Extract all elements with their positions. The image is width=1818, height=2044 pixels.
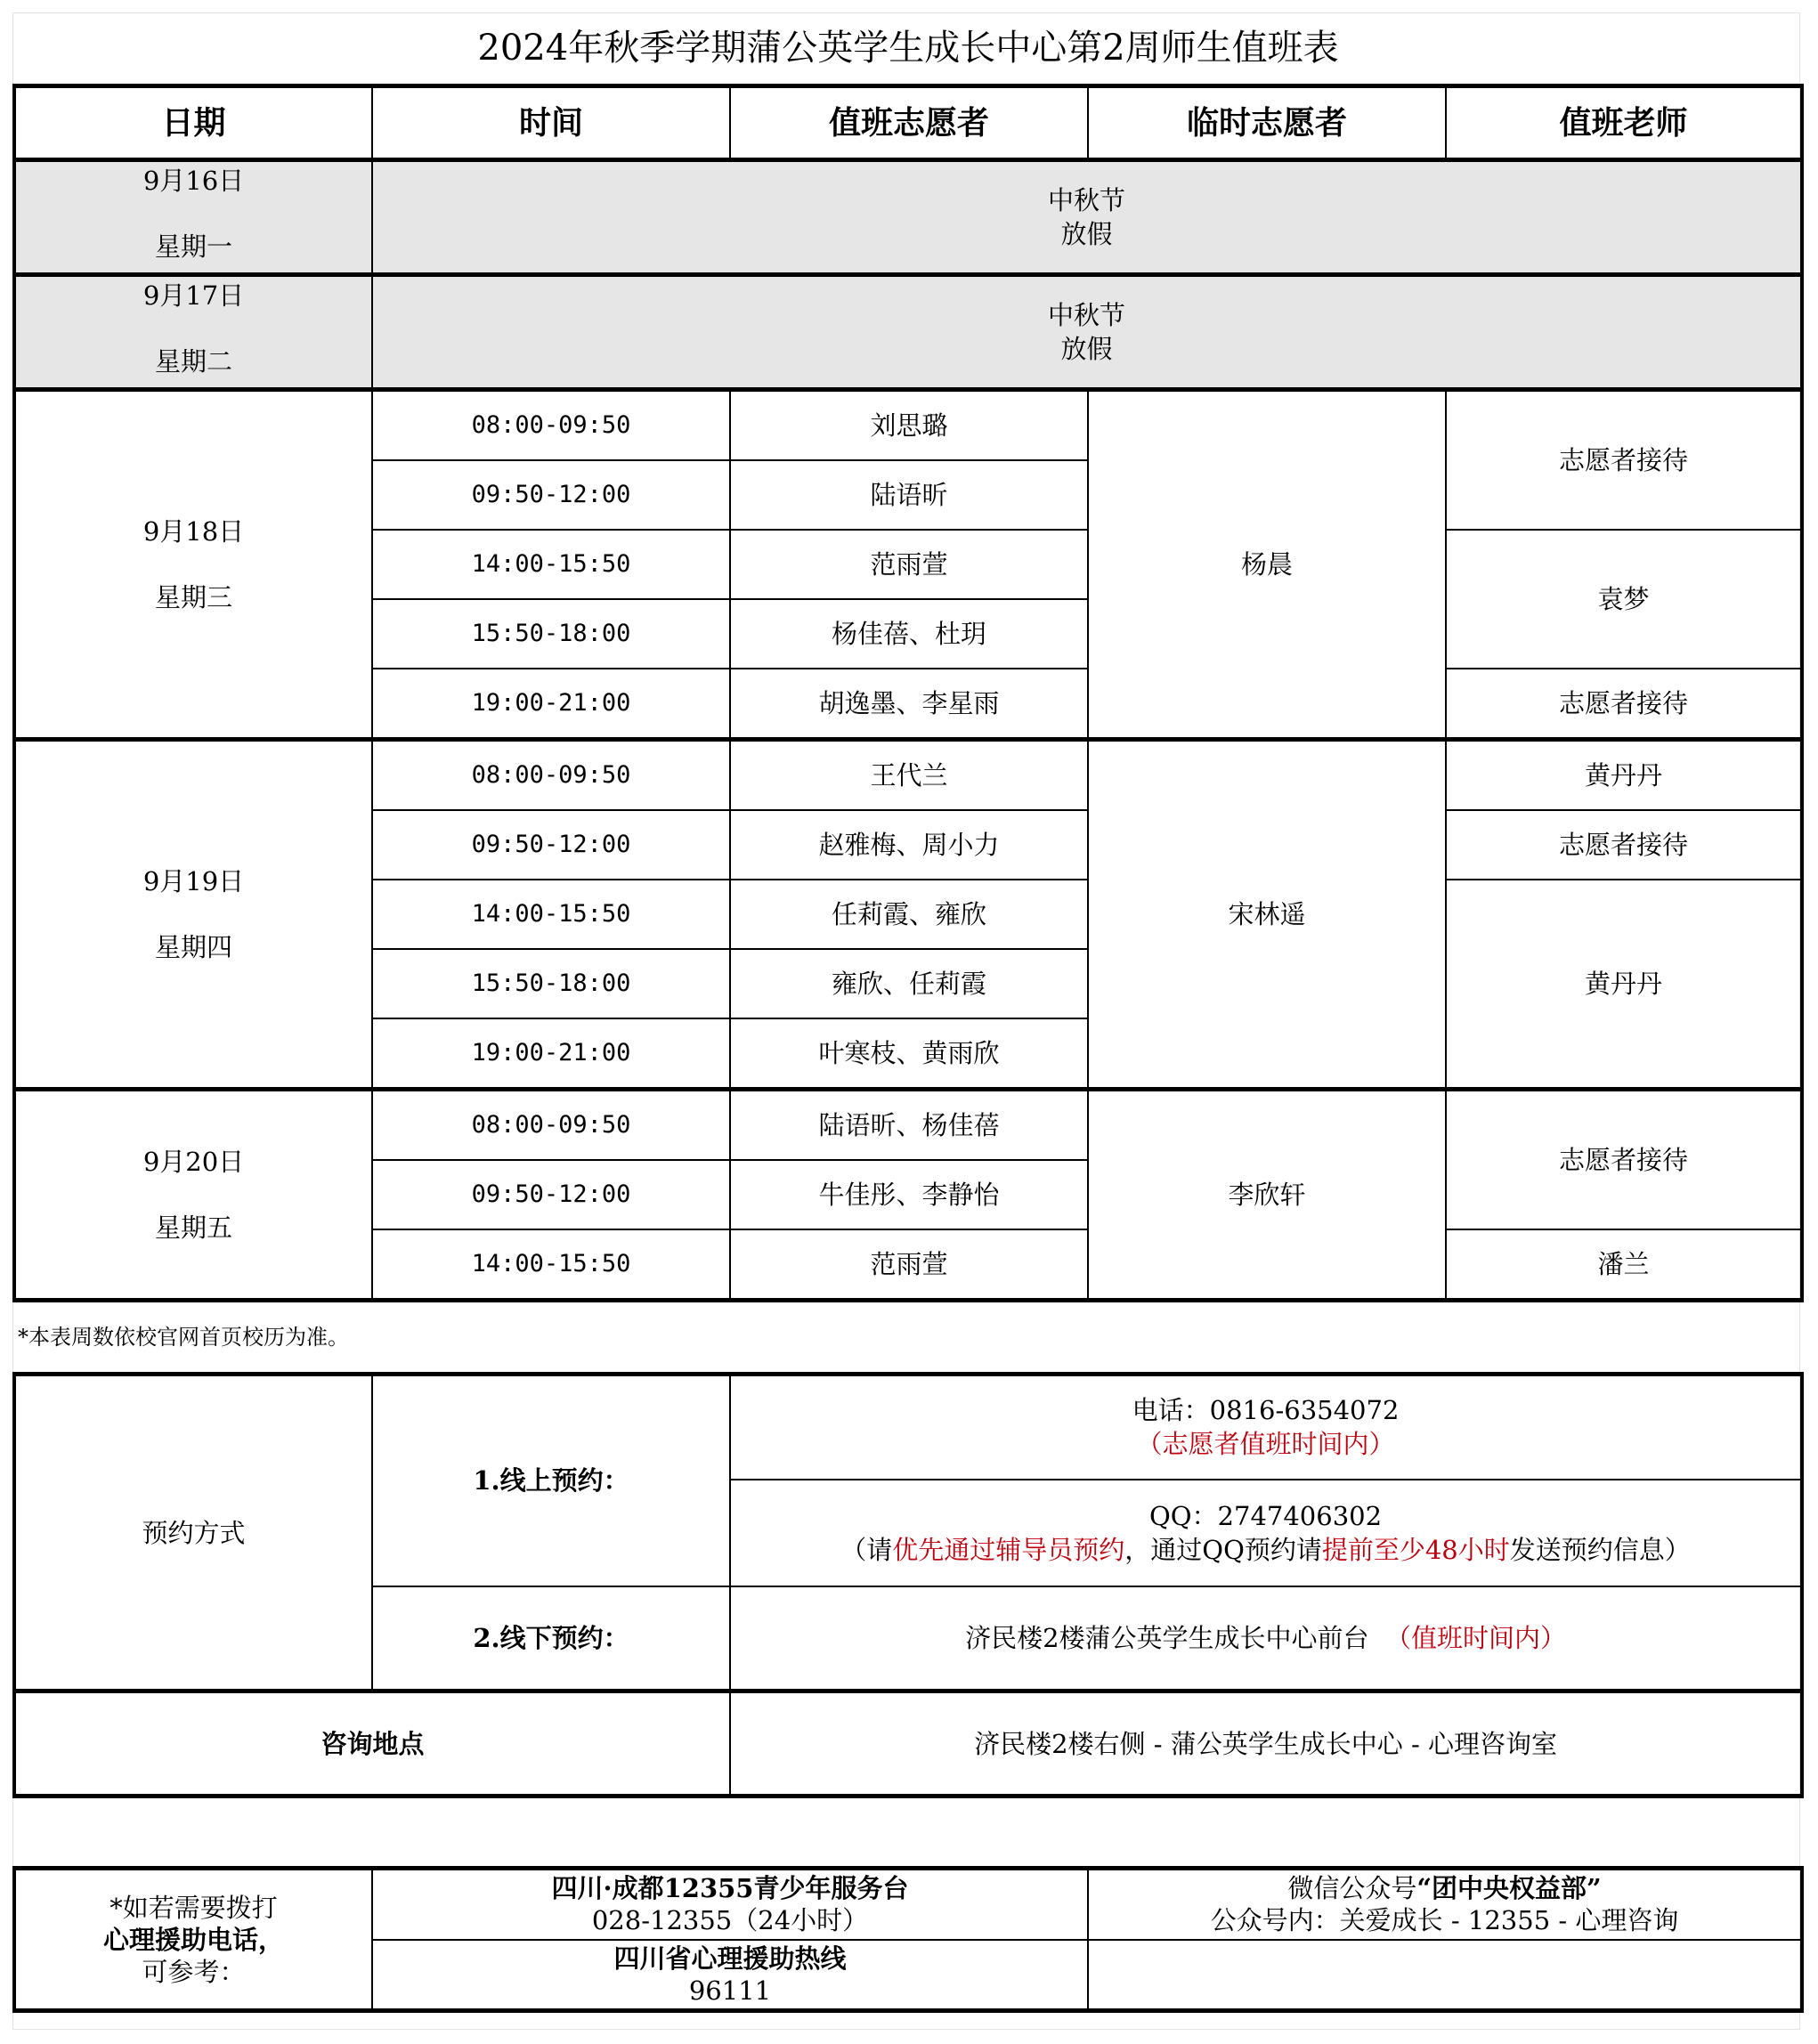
schedule-row — [14, 740, 1802, 811]
time-slot: 19:00-21:00 — [372, 669, 730, 740]
holiday-notice — [372, 275, 1802, 390]
volunteer-cell: 刘思璐 — [730, 390, 1088, 461]
header-row — [14, 86, 1802, 160]
empty-cell — [1088, 1940, 1802, 2011]
holiday-row — [14, 160, 1802, 275]
date-cell — [14, 1090, 372, 1301]
weekday-label: 星期二 — [154, 346, 232, 377]
weekday-label: 星期一 — [154, 231, 232, 262]
teacher-cell: 志愿者接待 — [1446, 390, 1802, 531]
schedule-table — [12, 12, 1804, 2013]
volunteer-cell: 雍欣、任莉霞 — [730, 949, 1088, 1018]
holiday-name: 中秋节 — [1048, 300, 1126, 330]
weekday-label: 星期五 — [154, 1213, 232, 1243]
online-phone-cell — [730, 1375, 1802, 1480]
qq-note — [731, 1533, 1800, 1567]
qq-note-text: （请 — [840, 1534, 893, 1565]
offline-location: 济民楼2楼蒲公英学生成长中心前台 — [965, 1622, 1369, 1653]
volunteer-cell: 胡逸墨、李星雨 — [730, 669, 1088, 740]
time-slot: 15:50-18:00 — [372, 599, 730, 669]
teacher-cell: 潘兰 — [1446, 1229, 1802, 1301]
temp-volunteer-cell: 李欣轩 — [1088, 1090, 1446, 1301]
qq-note-highlight: 优先通过辅导员预约 — [892, 1534, 1125, 1565]
weekday-label: 星期四 — [154, 932, 232, 962]
time-slot: 19:00-21:00 — [372, 1018, 730, 1090]
teacher-cell: 黄丹丹 — [1446, 880, 1802, 1090]
header-temp-volunteer: 临时志愿者 — [1088, 86, 1446, 160]
volunteer-cell: 陆语昕、杨佳蓓 — [730, 1090, 1088, 1161]
date-cell — [14, 160, 372, 275]
date-cell — [14, 390, 372, 740]
hotline-item — [372, 1869, 1088, 1940]
holiday-notice — [372, 160, 1802, 275]
page-title: 2024年秋季学期蒲公英学生成长中心第2周师生值班表 — [477, 28, 1339, 69]
volunteer-cell: 范雨萱 — [730, 530, 1088, 599]
offline-booking-cell — [730, 1586, 1802, 1691]
volunteer-cell: 牛佳彤、李静怡 — [730, 1160, 1088, 1229]
location-label: 咨询地点 — [14, 1691, 730, 1797]
holiday-status: 放假 — [1060, 219, 1113, 249]
qq-note-text: 发送预约信息） — [1509, 1534, 1691, 1565]
date-label: 9月18日 — [142, 516, 245, 547]
wechat-cell — [1088, 1869, 1802, 1940]
wechat-path: 公众号内：关爱成长 - 12355 - 心理咨询 — [1210, 1905, 1679, 1936]
location-value: 济民楼2楼右侧 - 蒲公英学生成长中心 - 心理咨询室 — [730, 1691, 1802, 1797]
time-slot: 09:50-12:00 — [372, 460, 730, 530]
hotline-number: 028-12355（24小时） — [591, 1905, 869, 1936]
date-label: 9月16日 — [142, 166, 245, 196]
teacher-cell: 黄丹丹 — [1446, 740, 1802, 811]
time-slot: 09:50-12:00 — [372, 1160, 730, 1229]
time-slot: 14:00-15:50 — [372, 1229, 730, 1301]
phone-note: （志愿者值班时间内） — [1136, 1429, 1395, 1460]
header-volunteer: 值班志愿者 — [730, 86, 1088, 160]
volunteer-cell: 王代兰 — [730, 740, 1088, 811]
time-slot: 09:50-12:00 — [372, 810, 730, 880]
weekday-label: 星期三 — [154, 582, 232, 612]
header-teacher: 值班老师 — [1446, 86, 1802, 160]
online-qq-cell — [730, 1480, 1802, 1586]
teacher-cell: 志愿者接待 — [1446, 810, 1802, 880]
teacher-cell: 志愿者接待 — [1446, 669, 1802, 740]
duty-schedule-sheet — [12, 12, 1800, 2013]
qq-note-highlight: 提前至少48小时 — [1321, 1534, 1510, 1565]
holiday-name: 中秋节 — [1048, 185, 1126, 215]
time-slot: 14:00-15:50 — [372, 530, 730, 599]
hotline-label-line: 心理援助电话， — [102, 1924, 284, 1955]
date-label: 9月19日 — [142, 866, 245, 896]
hotline-item — [372, 1940, 1088, 2011]
header-time: 时间 — [372, 86, 730, 160]
volunteer-cell: 陆语昕 — [730, 460, 1088, 530]
hotline-number: 96111 — [688, 1975, 772, 2006]
temp-volunteer-cell: 宋林遥 — [1088, 740, 1446, 1090]
footnote: *本表周数依校官网首页校历为准。 — [18, 1325, 349, 1350]
volunteer-cell: 杨佳蓓、杜玥 — [730, 599, 1088, 669]
date-label: 9月17日 — [142, 280, 245, 311]
spacer — [14, 1797, 1802, 1869]
schedule-row — [14, 1090, 1802, 1161]
teacher-cell: 袁梦 — [1446, 530, 1802, 669]
qq-number: QQ：2747406302 — [1149, 1500, 1383, 1531]
hotline-label — [14, 1869, 372, 2011]
temp-volunteer-cell: 杨晨 — [1088, 390, 1446, 740]
qq-note-text: ，通过QQ预约请 — [1124, 1534, 1322, 1565]
schedule-row — [14, 390, 1802, 461]
time-slot: 08:00-09:50 — [372, 740, 730, 811]
volunteer-cell: 范雨萱 — [730, 1229, 1088, 1301]
time-slot: 15:50-18:00 — [372, 949, 730, 1018]
teacher-cell: 志愿者接待 — [1446, 1090, 1802, 1230]
date-cell — [14, 740, 372, 1090]
hotline-label-line: *如若需要拨打 — [110, 1892, 278, 1923]
booking-label: 预约方式 — [14, 1375, 372, 1691]
header-date: 日期 — [14, 86, 372, 160]
offline-booking-label: 2.线下预约： — [372, 1586, 730, 1691]
wechat-account: “团中央权益部” — [1416, 1873, 1602, 1904]
phone-number: 电话：0816-6354072 — [1132, 1395, 1400, 1426]
volunteer-cell: 赵雅梅、周小力 — [730, 810, 1088, 880]
holiday-row — [14, 275, 1802, 390]
date-cell — [14, 275, 372, 390]
wechat-prefix: 微信公众号 — [1287, 1873, 1417, 1904]
time-slot: 14:00-15:50 — [372, 880, 730, 949]
hotline-name: 四川·成都12355青少年服务台 — [551, 1873, 909, 1904]
hotline-label-line: 可参考： — [142, 1956, 246, 1987]
volunteer-cell: 任莉霞、雍欣 — [730, 880, 1088, 949]
time-slot: 08:00-09:50 — [372, 390, 730, 461]
holiday-status: 放假 — [1060, 334, 1113, 364]
online-booking-label: 1.线上预约： — [372, 1375, 730, 1586]
date-label: 9月20日 — [142, 1147, 245, 1177]
volunteer-cell: 叶寒枝、黄雨欣 — [730, 1018, 1088, 1090]
offline-note: （值班时间内） — [1384, 1622, 1566, 1653]
time-slot: 08:00-09:50 — [372, 1090, 730, 1161]
hotline-name: 四川省心理援助热线 — [613, 1943, 847, 1974]
